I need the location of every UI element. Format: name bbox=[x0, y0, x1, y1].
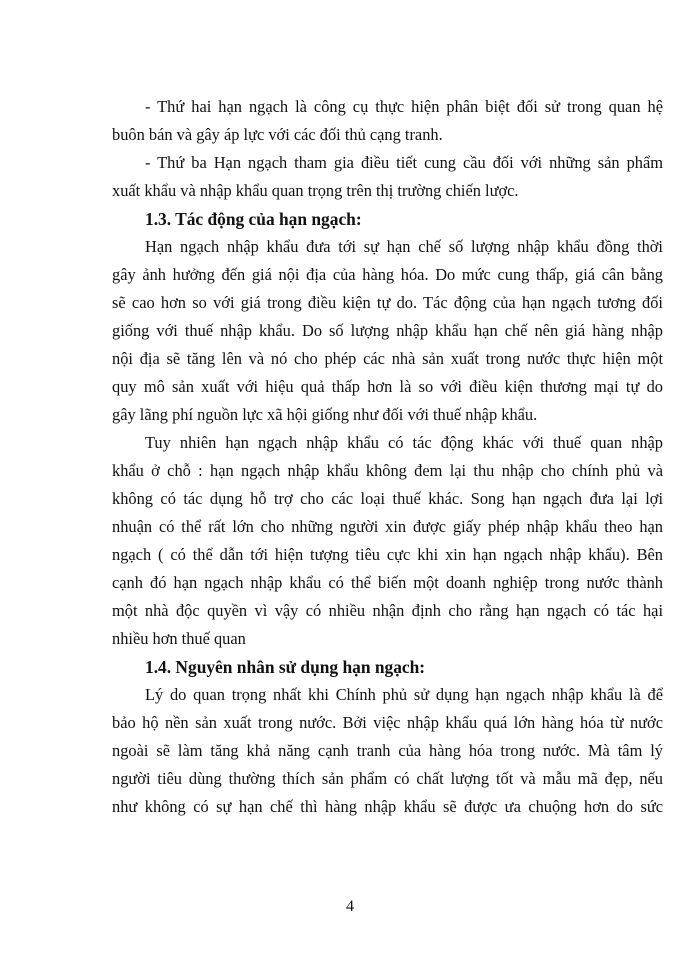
paragraph-line: Hạn ngạch nhập khẩu đưa tới sự hạn chế số lượng nhập khẩu đồng thời bbox=[145, 237, 663, 256]
paragraph-line: - Thứ ba Hạn ngạch tham gia điều tiết cung cầu đối với những sản phẩm bbox=[145, 153, 663, 172]
paragraph-line: một nhà độc quyền vì vậy có nhiều nhận định cho rằng hạn ngạch có tác hại bbox=[112, 601, 663, 620]
paragraph-line: xuất khẩu và nhập khẩu quan trọng trên thị trường chiến lược. bbox=[112, 181, 519, 200]
paragraph-line: như không có sự hạn chế thì hàng nhập khẩu sẽ được ưa chuộng hơn do sức bbox=[112, 797, 663, 816]
paragraph-line: nhuận có thể rất lớn cho những người xin được giấy phép nhập khẩu theo hạn bbox=[112, 517, 663, 536]
paragraph-line: ngoài sẽ làm tăng khả năng cạnh tranh của hàng hóa trong nước. Mà tâm lý bbox=[112, 741, 663, 760]
page-number: 4 bbox=[346, 898, 354, 915]
paragraph-line: khẩu ở chỗ : hạn ngạch nhập khẩu không đem lại thu nhập cho chính phủ và bbox=[112, 461, 663, 480]
paragraph-line: - Thứ hai hạn ngạch là công cụ thực hiện phân biệt đối sử trong quan hệ bbox=[145, 97, 663, 116]
paragraph-line: nội địa sẽ tăng lên và nó cho phép các nhà sản xuất trong nước thực hiện một bbox=[112, 349, 663, 368]
paragraph-line: sẽ cao hơn so với giá trong điều kiện tự do. Tác động của hạn ngạch tương đối bbox=[112, 293, 663, 312]
section-heading: 1.3. Tác động của hạn ngạch: bbox=[145, 209, 362, 229]
paragraph-line: buôn bán và gây áp lực với các đối thủ cạng tranh. bbox=[112, 125, 443, 144]
paragraph-line: gây ảnh hưởng đến giá nội địa của hàng hóa. Do mức cung thấp, giá cân bằng bbox=[112, 265, 663, 284]
paragraph-line: không có tác dụng hỗ trợ cho các loại thuế khác. Song hạn ngạch đưa lại lợi bbox=[112, 489, 663, 508]
paragraph-line: Lý do quan trọng nhất khi Chính phủ sử dụng hạn ngạch nhập khẩu là để bbox=[145, 685, 663, 704]
paragraph-line: gây lãng phí nguồn lực xã hội giống như đối với thuế nhập khẩu. bbox=[112, 405, 538, 424]
paragraph-line: quy mô sản xuất với hiệu quả thấp hơn là so với điều kiện thương mại tự do bbox=[112, 377, 663, 396]
paragraph-line: nhiều hơn thuế quan bbox=[112, 629, 246, 648]
paragraph-line: cạnh đó hạn ngạch nhập khẩu có thể biến một doanh nghiệp trong nước thành bbox=[112, 573, 663, 592]
paragraph-line: giống với thuế nhập khẩu. Do số lượng nhập khẩu hạn chế nên giá hàng nhập bbox=[112, 321, 663, 340]
paragraph-line: người tiêu dùng thường thích sản phẩm có chất lượng tốt và mẫu mã đẹp, nếu bbox=[112, 769, 663, 788]
section-heading: 1.4. Nguyên nhân sử dụng hạn ngạch: bbox=[145, 657, 426, 677]
paragraph-line: bảo hộ nền sản xuất trong nước. Bởi việc nhập khẩu quá lớn hàng hóa từ nước bbox=[112, 713, 663, 732]
paragraph-line: Tuy nhiên hạn ngạch nhập khẩu có tác động khác với thuế quan nhập bbox=[145, 433, 663, 452]
paragraph-line: ngạch ( có thể dẫn tới hiện tượng tiêu cực khi xin hạn ngạch nhập khẩu). Bên bbox=[112, 545, 663, 564]
